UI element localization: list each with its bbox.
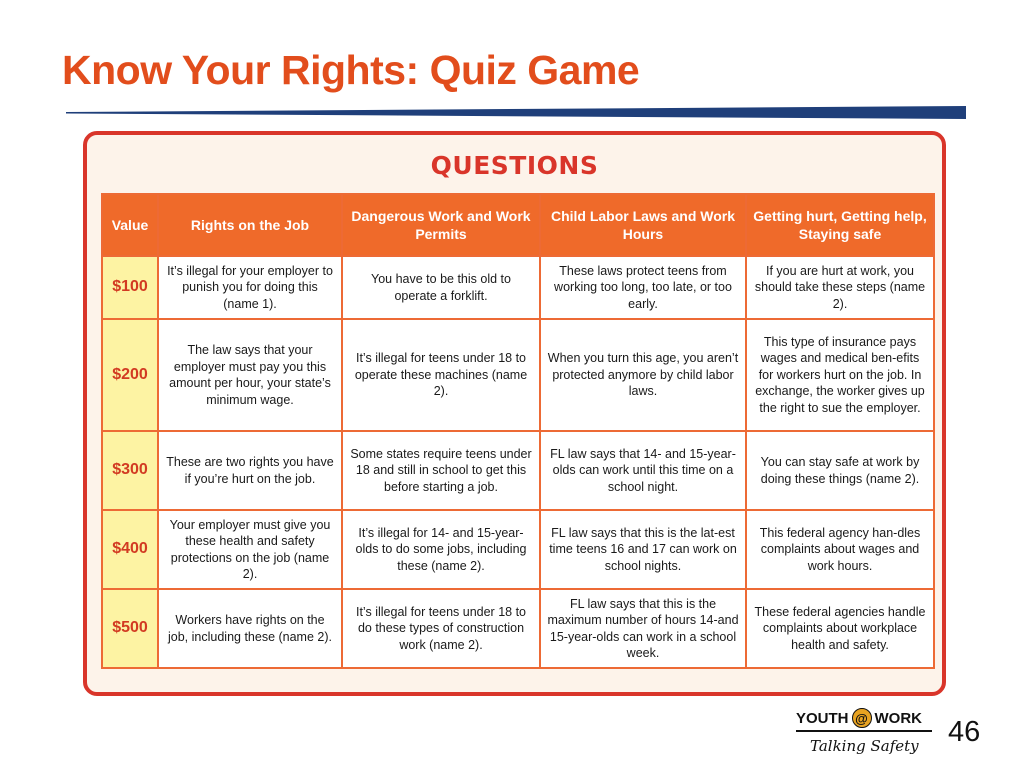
question-cell[interactable]: It’s illegal for teens under 18 to do these types of construction work (name 2). [342, 589, 540, 668]
slide-title: Know Your Rights: Quiz Game [62, 47, 640, 93]
question-cell[interactable]: This type of insurance pays wages and medical ben-efits for workers hurt on the job. In exchange, the worker gives up the right to sue the employer. [746, 319, 934, 431]
question-cell[interactable]: Some states require teens under 18 and still in school to get this before starting a job. [342, 431, 540, 510]
quiz-table [101, 193, 935, 669]
page-number: 46 [948, 716, 981, 748]
logo-left-word: YOUTH [796, 709, 849, 727]
youth-at-work-logo [796, 708, 936, 760]
logo-tagline: Talking Safety [810, 737, 919, 755]
table-row [102, 431, 934, 510]
panel-heading: QUESTIONS [430, 151, 599, 180]
question-cell[interactable]: It’s illegal for 14- and 15-year-olds to do some jobs, including these (name 2). [342, 510, 540, 589]
at-sign-icon: @ [852, 708, 872, 728]
value-cell: $200 [102, 319, 158, 431]
value-cell: $100 [102, 256, 158, 319]
question-cell[interactable]: These federal agencies handle complaints about workplace health and safety. [746, 589, 934, 668]
table-row [102, 256, 934, 319]
table-row [102, 589, 934, 668]
question-cell[interactable]: These laws protect teens from working too long, too late, or too early. [540, 256, 746, 319]
value-cell: $500 [102, 589, 158, 668]
column-header-value: Value [102, 194, 158, 256]
value-cell: $400 [102, 510, 158, 589]
table-header-row [102, 194, 934, 256]
table-row [102, 319, 934, 431]
title-rule [66, 106, 966, 119]
question-cell[interactable]: This federal agency han-dles complaints about wages and work hours. [746, 510, 934, 589]
question-cell[interactable]: FL law says that this is the lat-est time teens 16 and 17 can work on school nights. [540, 510, 746, 589]
table-row [102, 510, 934, 589]
question-cell[interactable]: Your employer must give you these health and safety protections on the job (name 2). [158, 510, 342, 589]
column-header-child-labor-laws: Child Labor Laws and Work Hours [540, 194, 746, 256]
column-header-dangerous-work: Dangerous Work and Work Permits [342, 194, 540, 256]
question-cell[interactable]: It’s illegal for your employer to punish you for doing this (name 1). [158, 256, 342, 319]
value-cell: $300 [102, 431, 158, 510]
question-cell[interactable]: These are two rights you have if you’re hurt on the job. [158, 431, 342, 510]
question-cell[interactable]: When you turn this age, you aren’t protected anymore by child labor laws. [540, 319, 746, 431]
column-header-rights-on-the-job: Rights on the Job [158, 194, 342, 256]
column-header-getting-hurt: Getting hurt, Getting help, Staying safe [746, 194, 934, 256]
question-cell[interactable]: You can stay safe at work by doing these things (name 2). [746, 431, 934, 510]
logo-right-word: WORK [874, 709, 922, 727]
question-cell[interactable]: If you are hurt at work, you should take these steps (name 2). [746, 256, 934, 319]
logo-wordmark [796, 708, 932, 732]
question-cell[interactable]: FL law says that this is the maximum number of hours 14-and 15-year-olds can work in a school week. [540, 589, 746, 668]
question-cell[interactable]: Workers have rights on the job, including these (name 2). [158, 589, 342, 668]
question-cell[interactable]: FL law says that 14- and 15-year-olds can work until this time on a school night. [540, 431, 746, 510]
question-cell[interactable]: You have to be this old to operate a forklift. [342, 256, 540, 319]
question-cell[interactable]: The law says that your employer must pay you this amount per hour, your state’s minimum wage. [158, 319, 342, 431]
question-cell[interactable]: It’s illegal for teens under 18 to operate these machines (name 2). [342, 319, 540, 431]
